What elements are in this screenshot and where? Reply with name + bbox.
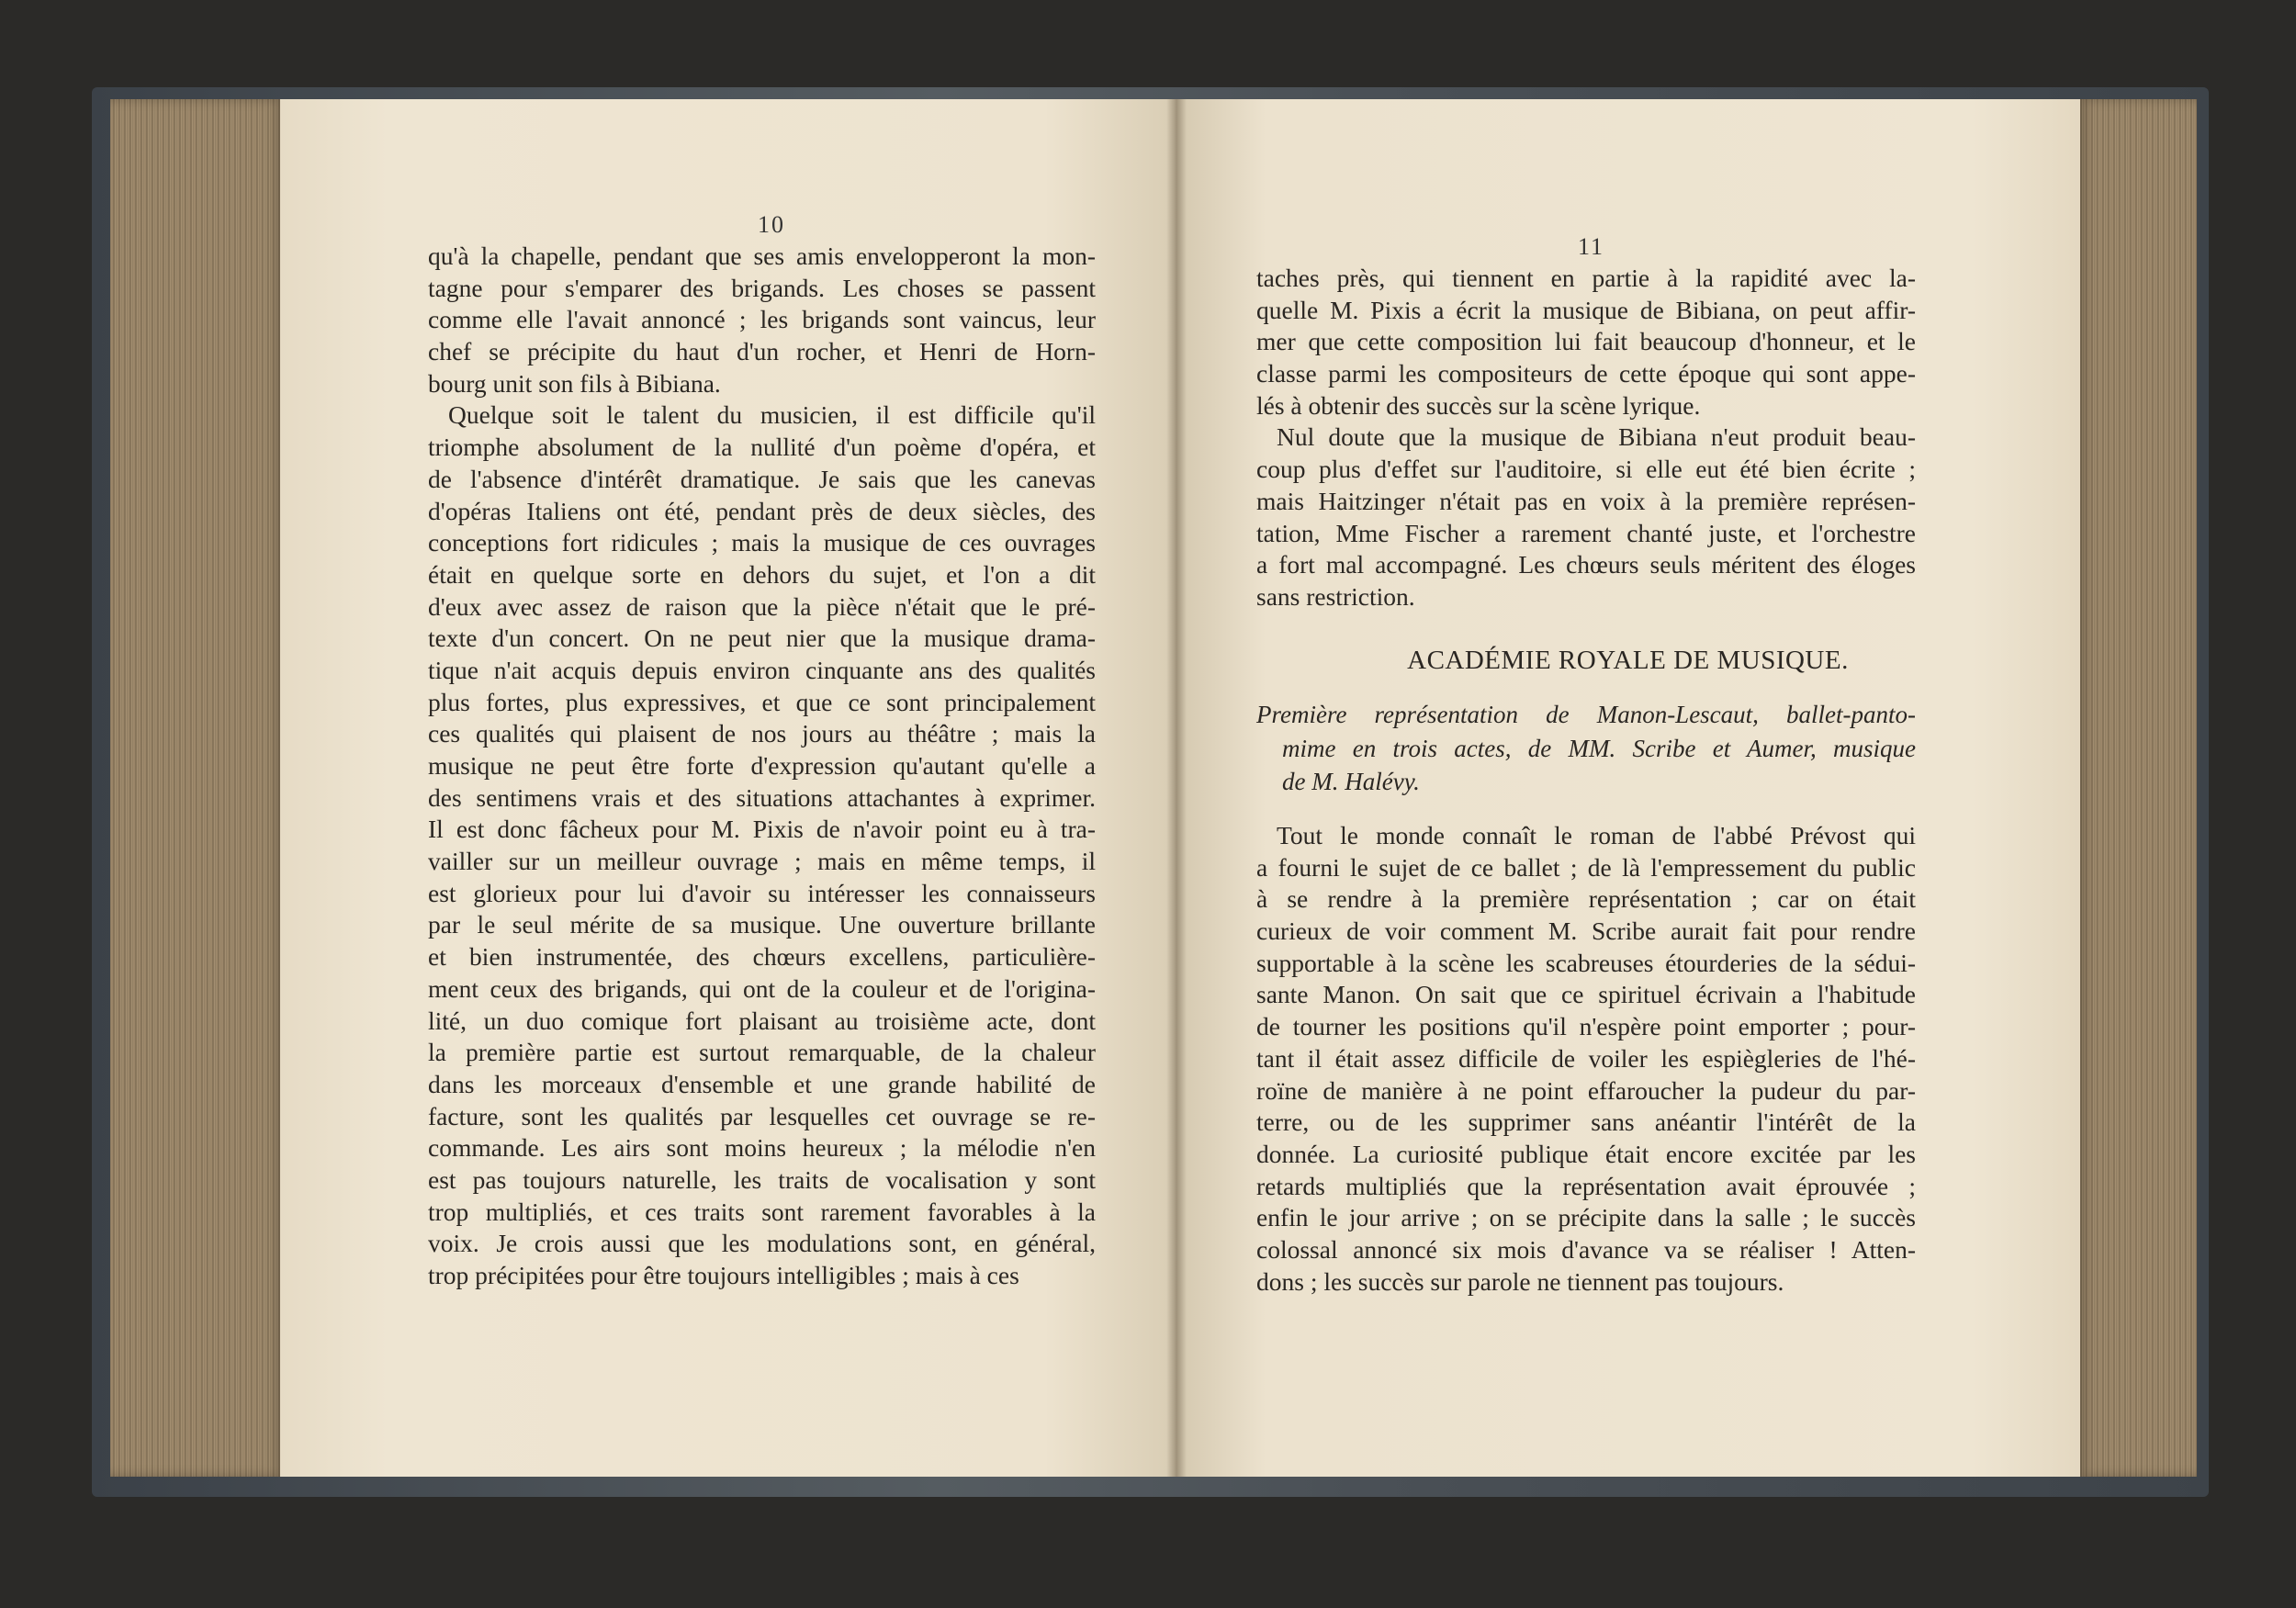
text-line: donnée. La curiosité publique était encore excitée par les <box>1256 1139 1916 1168</box>
text-line: enfin le jour arrive ; on se précipite dans la salle ; le succès <box>1256 1203 1916 1232</box>
text-line: et bien instrumentée, des chœurs excellens, particulière- <box>428 942 1096 972</box>
text-line: conceptions fort ridicules ; mais la musique de ces ouvrages <box>428 528 1096 557</box>
text-line: tagne pour s'emparer des brigands. Les choses se passent <box>428 273 1096 302</box>
text-line: Il est donc fâcheux pour M. Pixis de n'avoir point eu à tra- <box>428 815 1096 844</box>
text-line: tation, Mme Fischer a rarement chanté juste, et l'orchestre <box>1256 518 1916 547</box>
text-line: la première partie est surtout remarquable, de la chaleur <box>428 1038 1096 1067</box>
text-line: par le seul mérite de sa musique. Une ouverture brillante <box>428 910 1096 939</box>
left-page-text <box>428 241 1096 1292</box>
right-page-text-bottom <box>1256 820 1916 1298</box>
text-line: est glorieux pour lui d'avoir su intéresser les connaisseurs <box>428 878 1096 907</box>
text-line: à se rendre à la première représentation ; car on était <box>1256 884 1916 914</box>
text-line: de tourner les positions qu'il n'espère point emporter ; pour- <box>1256 1012 1916 1041</box>
text-line: lité, un duo comique fort plaisant au troisième acte, dont <box>428 1006 1096 1035</box>
text-line: ces qualités qui plaisent de nos jours au théâtre ; mais la <box>428 719 1096 748</box>
text-line: chef se précipite du haut d'un rocher, et Henri de Horn- <box>428 337 1096 366</box>
left-page-number: 10 <box>758 211 785 238</box>
text-line: dans les morceaux d'ensemble et une grande habilité de <box>428 1069 1096 1098</box>
text-line: curieux de voir comment M. Scribe aurait fait pour rendre <box>1256 916 1916 946</box>
text-line: Tout le monde connaît le roman de l'abbé Prévost qui <box>1277 821 1916 849</box>
text-line: sante Manon. On sait que ce spirituel écrivain a l'habitude <box>1256 980 1916 1009</box>
text-line: supportable à la scène les scabreuses étourderies de la sédui- <box>1256 948 1916 977</box>
text-line: mime en trois actes, de MM. Scribe et Aumer, musique <box>1282 734 1916 762</box>
book-gutter <box>1166 99 1187 1477</box>
text-line: texte d'un concert. On ne peut nier que la musique drama- <box>428 624 1096 653</box>
text-line: bourg unit son fils à Bibiana. <box>428 368 721 398</box>
text-line: ment ceux des brigands, qui ont de la couleur et de l'origina- <box>428 973 1096 1003</box>
text-line: facture, sont les qualités par lesquelles cet ouvrage se re- <box>428 1101 1096 1130</box>
text-line: trop multipliés, et ces traits sont rarement favorables à la <box>428 1197 1096 1226</box>
page-edges-left <box>110 99 285 1477</box>
text-line: est pas toujours naturelle, les traits de vocalisation y sont <box>428 1164 1096 1194</box>
text-line: coup plus d'effet sur l'auditoire, si elle eut été bien écrite ; <box>1256 455 1916 484</box>
text-line: comme elle l'avait annoncé ; les brigands sont vaincus, leur <box>428 305 1096 334</box>
text-line: tique n'ait acquis depuis environ cinquante ans des qualités <box>428 655 1096 684</box>
text-line: roïne de manière à ne point effaroucher la pudeur du par- <box>1256 1075 1916 1105</box>
text-line: sans restriction. <box>1256 581 1415 611</box>
text-line: de l'absence d'intérêt dramatique. Je sais que les canevas <box>428 464 1096 493</box>
text-line: qu'à la chapelle, pendant que ses amis envelopperont la mon- <box>428 242 1096 270</box>
text-line: quelle M. Pixis a écrit la musique de Bibiana, on peut affir- <box>1256 295 1916 324</box>
text-line: trop précipitées pour être toujours intelligibles ; mais à ces <box>428 1261 1019 1289</box>
text-line: des sentimens vrais et des situations attachantes à exprimer. <box>428 782 1096 812</box>
text-line: de M. Halévy. <box>1282 768 1420 795</box>
text-line: lés à obtenir des succès sur la scène lyrique. <box>1256 390 1701 420</box>
right-page-text-top <box>1256 263 1916 613</box>
text-line: retards multipliés que la représentation avait éprouvée ; <box>1256 1171 1916 1200</box>
text-line: a fort mal accompagné. Les chœurs seuls méritent des éloges <box>1256 550 1916 579</box>
section-subheading <box>1256 698 1916 799</box>
section-heading: ACADÉMIE ROYALE DE MUSIQUE. <box>1407 646 1849 675</box>
text-line: mais Haitzinger n'était pas en voix à la première représen- <box>1256 486 1916 515</box>
text-line: Nul doute que la musique de Bibiana n'eut produit beau- <box>1277 422 1916 452</box>
text-line: dons ; les succès sur parole ne tiennent pas toujours. <box>1256 1266 1784 1296</box>
right-page-number: 11 <box>1578 233 1605 260</box>
text-line: tant il était assez difficile de voiler les espiègleries de l'hé- <box>1256 1043 1916 1073</box>
text-line: était en quelque sorte en dehors du sujet, et l'on a dit <box>428 559 1096 589</box>
text-line: voix. Je crois aussi que les modulations sont, en général, <box>428 1229 1096 1258</box>
text-line: Quelque soit le talent du musicien, il est difficile qu'il <box>448 400 1096 430</box>
text-line: taches près, qui tiennent en partie à la rapidité avec la- <box>1256 264 1916 292</box>
text-line: terre, ou de les supprimer sans anéantir l'intérêt de la <box>1256 1108 1916 1137</box>
text-line: mer que cette composition lui fait beaucoup d'honneur, et le <box>1256 327 1916 356</box>
page-edges-right <box>2077 99 2197 1477</box>
text-line: d'opéras Italiens ont été, pendant près de deux siècles, des <box>428 496 1096 525</box>
text-line: d'eux avec assez de raison que la pièce n'était que le pré- <box>428 591 1096 621</box>
text-line: plus fortes, plus expressives, et que ce sont principalement <box>428 687 1096 716</box>
text-line: Première représentation de Manon-Lescaut, ballet-panto- <box>1256 701 1916 728</box>
text-line: triomphe absolument de la nullité d'un poème d'opéra, et <box>428 433 1096 462</box>
text-line: colossal annoncé six mois d'avance va se réaliser ! Atten- <box>1256 1234 1916 1264</box>
text-line: classe parmi les compositeurs de cette époque qui sont appe- <box>1256 359 1916 388</box>
text-line: musique ne peut être forte d'expression qu'autant qu'elle a <box>428 751 1096 780</box>
text-line: vailler sur un meilleur ouvrage ; mais en même temps, il <box>428 847 1096 876</box>
text-line: commande. Les airs sont moins heureux ; la mélodie n'en <box>428 1133 1096 1163</box>
text-line: a fourni le sujet de ce ballet ; de là l'empressement du public <box>1256 852 1916 882</box>
